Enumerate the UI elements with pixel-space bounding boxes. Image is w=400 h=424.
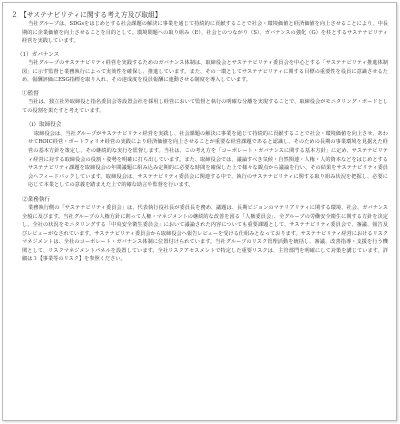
board-paragraph: 取締役会は、当社グループがサステナビリティ経営を実践し、社会課題の解決に事業を通じて持続的に貢献することで社会・環境価値を向上させ、あわせてROIC経営・ポートフォリオ経営の実践により経済価値を向上させることが重要な経営課題であると認識し、そのための長期の事業環境を見据えた経営の基本方針を策定し、その継続的な実行を監督します。当社は、この考え方を「コーポレート・ガバナンスに関する基本方針」に定め、サステナビリティ経営に対する取締役会の役割・姿勢を明確に打ち出しています。また、取締役会では、議論すべき気候・自然関連・人権・人的資本などをはじめとするサステナビリティ課題を取締役会の年間議題に組み込み定期的に必要な時間を確保した上で様々な観点から議論を行い、その結果をサステナビリティ委員会へフィードバックしています。取締役会は、サステナビリティ委員会に関連する中で、執行のサステナビリティに関する取り組み状況を把握し、必要に応じて本業としての意義を踏まえた上で的確な助言や監督を行います。 [28, 130, 388, 189]
execution-heading: ②業務執行 [22, 196, 50, 203]
document-page [10, 11, 388, 264]
governance-paragraph: 当社グループのサステナビリティ経営を実践するためのガバナンス体制は、取締役会とサステナビリティ委員会を中心とする「サステナビリティ推進体制図」に示す監督と業務執行によって実効性を確保し、推進しています。また、その一環としてサステナビリティに関する目標の重要性を役員に意識させるため、報酬評価にESG指標を取り入れ、その達成度を役員報酬に連動させる制度を導入しています。 [22, 60, 388, 84]
board-heading: （i）取締役会 [26, 122, 62, 129]
section-heading: ２ 【サステナビリティに関する考え方及び取組】 [11, 11, 162, 19]
supervision-heading: ①監督 [22, 90, 39, 97]
supervision-paragraph: 当社は、独立社外取締役と指名委員会等設置会社を採用し経営において監督と執行の明確な分離を実現することで、取締役会がモニタリング・ボードとしての役割を果たすと考えています。 [22, 99, 388, 114]
execution-paragraph: 業務執行側の「サステナビリティ委員会」は、代表執行役社長が委員長を務め、議題は、長期ビジョンのマテリアリティに関する環境、社会、ガバナンス全般に及びます。当社グループの人権方針に則って人権・マネジメントの継続的な改善を図る「人権委員会」、全グループの労働安全衛生に関する方針を決定し、全社の状況をモニタリングする「中央安全衛生委員会」において議論された内容についても重要課題として、サステナビリティ委員会で、審議、報告及びレビューがなされています。サステナビリティ委員会から取締役会へ報告レビューを受ける仕組みとなっております。サステナビリティ経営におけるリスクマネジメントは、全社のコーポレート・ガバナンス体制に位置付けられています。当社グループのリスク管理活動を統括し、審議、改善指導・支援を行う機関として、リスクマネジメントパネルを設置しています。全社リスクアセスメントで特定した重要リスクは、主管部門を明確にして対策を講じています。詳細は３【事業等のリスク】を参照ください。 [22, 205, 388, 263]
governance-heading: （1）ガバナンス [17, 51, 60, 58]
intro-paragraph: 当社グループは、SDGsをはじめとする社会課題の解決に事業を通じて持続的に貢献することで社会・環境価値と経済価値を向上させることにより、中長期的に企業価値を向上させることを目的として、環境問題への取り組み（E）、社会とのつながり（S）、ガバナンスの強化（G）を柱とするサステナビリティ経営を実践しています。 [22, 21, 388, 45]
document-frame [2, 2, 397, 421]
